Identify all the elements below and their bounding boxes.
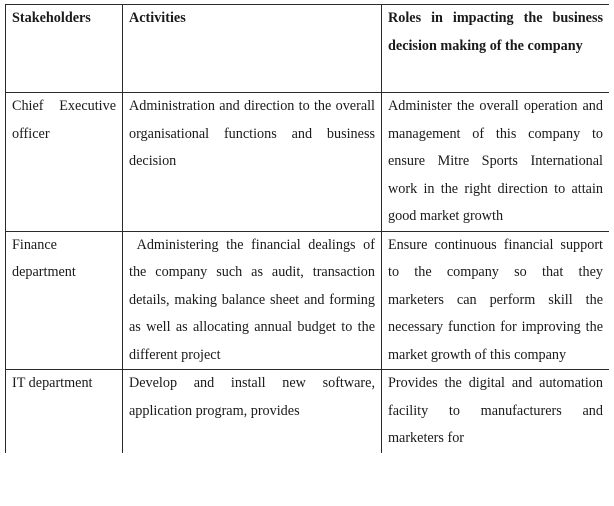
cell-activities: Administration and direction to the overall organisational functions and business decision — [123, 93, 382, 232]
cell-stakeholder: Chief Executive officer — [6, 93, 123, 232]
table-header-row — [6, 5, 610, 93]
table-row — [6, 93, 610, 232]
cell-roles: Provides the digital and automation facility to manufacturers and marketers for — [382, 370, 610, 453]
table-row — [6, 370, 610, 453]
header-roles: Roles in impacting the business decision making of the company — [382, 5, 610, 93]
header-activities: Activities — [123, 5, 382, 93]
cell-activities: Develop and install new software, application program, provides — [123, 370, 382, 453]
cell-stakeholder: Finance department — [6, 231, 123, 370]
header-stakeholders: Stakeholders — [6, 5, 123, 93]
cell-activities-text: Administering the financial dealings of the company such as audit, transaction details, making balance sheet and forming as well as allocating annual budget to the different project — [129, 236, 375, 363]
cell-roles: Ensure continuous financial support to the company so that they marketers can perform skill the necessary function for improving the market growth of this company — [382, 231, 610, 370]
cell-stakeholder: IT department — [6, 370, 123, 453]
cell-roles: Administer the overall operation and management of this company to ensure Mitre Sports International work in the right direction to attain good market growth — [382, 93, 610, 232]
table-row — [6, 231, 610, 370]
stakeholder-table — [5, 4, 609, 453]
document-page — [5, 4, 609, 506]
cell-activities — [123, 231, 382, 370]
